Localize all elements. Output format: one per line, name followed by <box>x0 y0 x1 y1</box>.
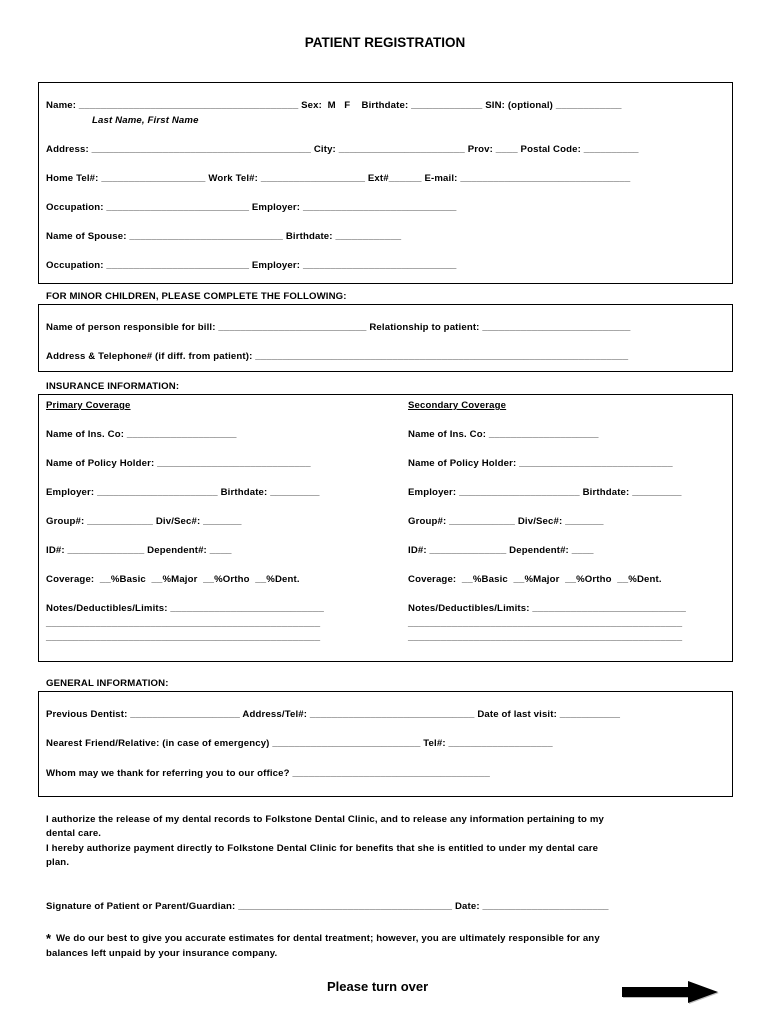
primary-coverage-field[interactable]: Coverage: __%Basic __%Major __%Ortho __%Dent. <box>46 574 300 585</box>
phone-field[interactable]: Home Tel#: ___________________ Work Tel#: ___________________ Ext#______ E-mail: _______________________________ <box>46 173 631 184</box>
estimate-note-text: We do our best to give you accurate estimates for dental treatment; however, you are ultimately responsible for any <box>56 933 600 944</box>
primary-notes-field[interactable]: Notes/Deductibles/Limits: ____________________________ <box>46 603 324 614</box>
minor-address-field[interactable]: Address & Telephone# (if diff. from patient): ____________________________________________________________________ <box>46 351 629 362</box>
secondary-notes-line[interactable]: __________________________________________________ <box>408 618 683 629</box>
primary-notes-line[interactable]: __________________________________________________ <box>46 618 321 629</box>
primary-group-field[interactable]: Group#: ____________ Div/Sec#: _______ <box>46 516 242 527</box>
nearest-friend-field[interactable]: Nearest Friend/Relative: (in case of emergency) ___________________________ Tel#: ___________________ <box>46 738 553 749</box>
name-field[interactable]: Name: ________________________________________ Sex: M F Birthdate: _____________ SIN: (optional) ____________ <box>46 100 622 111</box>
minor-section-header: FOR MINOR CHILDREN, PLEASE COMPLETE THE FOLLOWING: <box>46 291 347 302</box>
secondary-id-field[interactable]: ID#: ______________ Dependent#: ____ <box>408 545 594 556</box>
secondary-group-field[interactable]: Group#: ____________ Div/Sec#: _______ <box>408 516 604 527</box>
signature-field[interactable]: Signature of Patient or Parent/Guardian: _______________________________________ Date: _______________________ <box>46 901 609 912</box>
general-section-header: GENERAL INFORMATION: <box>46 678 169 689</box>
name-hint: Last Name, First Name <box>92 115 199 126</box>
primary-id-field[interactable]: ID#: ______________ Dependent#: ____ <box>46 545 232 556</box>
spouse-field[interactable]: Name of Spouse: ____________________________ Birthdate: ____________ <box>46 231 402 242</box>
primary-notes-line[interactable]: __________________________________________________ <box>46 632 321 643</box>
spouse-occupation-field[interactable]: Occupation: __________________________ Employer: ____________________________ <box>46 260 457 271</box>
secondary-coverage-heading: Secondary Coverage <box>408 400 507 411</box>
page-title: PATIENT REGISTRATION <box>304 35 466 50</box>
secondary-ins-co-field[interactable]: Name of Ins. Co: ____________________ <box>408 429 599 440</box>
secondary-policy-holder-field[interactable]: Name of Policy Holder: ____________________________ <box>408 458 673 469</box>
insurance-section-header: INSURANCE INFORMATION: <box>46 381 180 392</box>
referral-field[interactable]: Whom may we thank for referring you to our office? ____________________________________ <box>46 768 490 779</box>
authorization-text: I authorize the release of my dental records to Folkstone Dental Clinic, and to release any information pertaining to my <box>46 814 605 825</box>
authorization-text: I hereby authorize payment directly to Folkstone Dental Clinic for benefits that she is entitled to under my dental care <box>46 843 599 854</box>
previous-dentist-field[interactable]: Previous Dentist: ____________________ Address/Tel#: ______________________________ Date of last visit: ___________ <box>46 709 621 720</box>
secondary-coverage-field[interactable]: Coverage: __%Basic __%Major __%Ortho __%Dent. <box>408 574 662 585</box>
primary-employer-field[interactable]: Employer: ______________________ Birthdate: _________ <box>46 487 320 498</box>
estimate-note-text: balances left unpaid by your insurance company. <box>46 948 278 959</box>
please-turn-over: Please turn over <box>327 979 429 994</box>
address-field[interactable]: Address: ________________________________________ City: _______________________ Prov: ____ Postal Code: __________ <box>46 144 639 155</box>
occupation-field[interactable]: Occupation: __________________________ Employer: ____________________________ <box>46 202 457 213</box>
primary-ins-co-field[interactable]: Name of Ins. Co: ____________________ <box>46 429 237 440</box>
primary-policy-holder-field[interactable]: Name of Policy Holder: ____________________________ <box>46 458 311 469</box>
secondary-notes-field[interactable]: Notes/Deductibles/Limits: ____________________________ <box>408 603 686 614</box>
authorization-text: dental care. <box>46 828 102 839</box>
secondary-employer-field[interactable]: Employer: ______________________ Birthdate: _________ <box>408 487 682 498</box>
responsible-field[interactable]: Name of person responsible for bill: ___________________________ Relationship to patient: ___________________________ <box>46 322 631 333</box>
primary-coverage-heading: Primary Coverage <box>46 400 131 411</box>
right-arrow-icon[interactable] <box>620 980 720 1009</box>
secondary-notes-line[interactable]: __________________________________________________ <box>408 632 683 643</box>
authorization-text: plan. <box>46 857 70 868</box>
estimate-note-star: * <box>46 931 52 946</box>
